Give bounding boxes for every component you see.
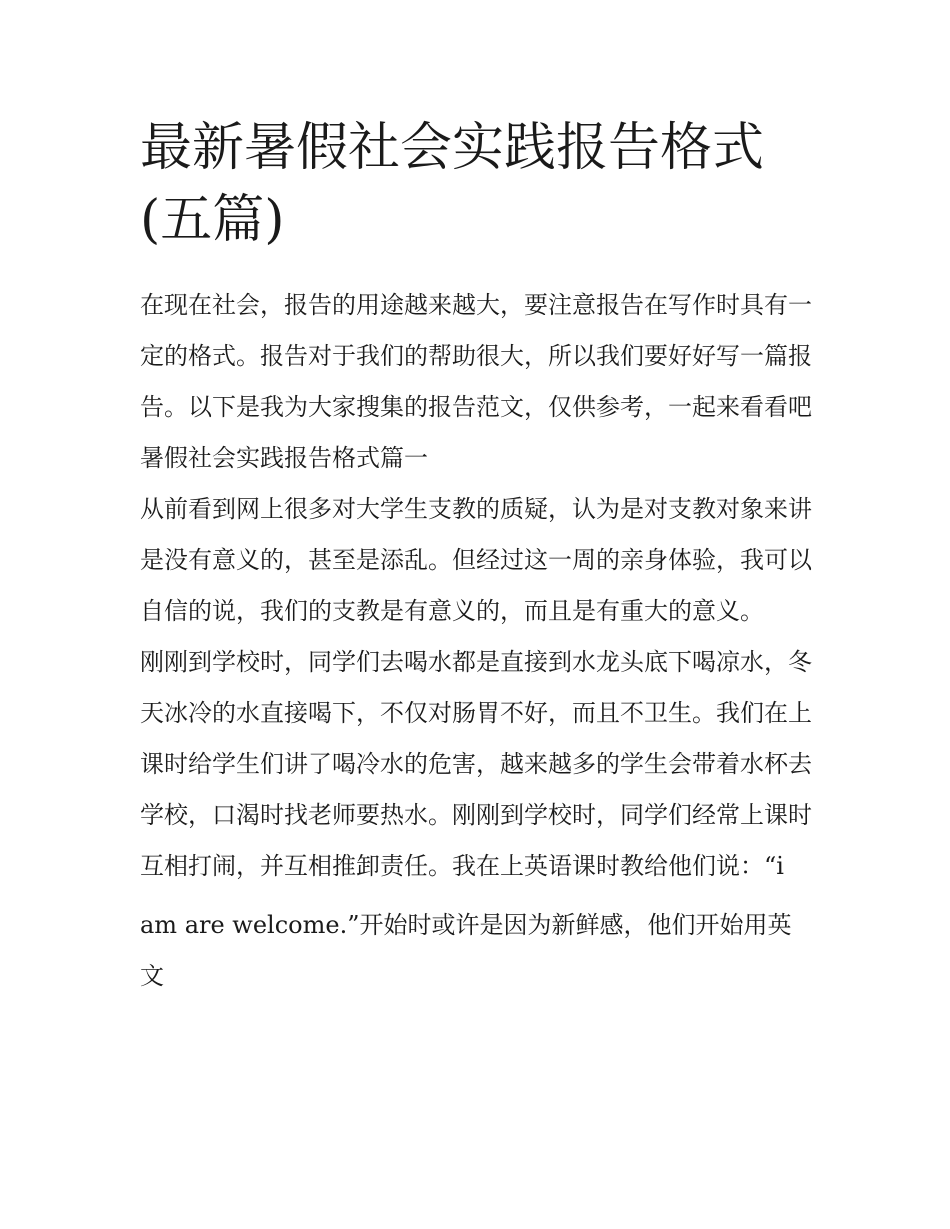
body-paragraph-1: 从前看到网上很多对大学生支教的质疑，认为是对支教对象来讲是没有意义的，甚至是添乱。但经过这一周的亲身体验，我可以自信的说，我们的支教是有意义的，而且是有重大的意义。 xyxy=(140,495,812,625)
intro-paragraph: 在现在社会，报告的用途越来越大，要注意报告在写作时具有一定的格式。报告对于我们的帮助很大，所以我们要好好写一篇报告。以下是我为大家搜集的报告范文，仅供参考，一起来看看吧 xyxy=(140,291,812,421)
document-page xyxy=(140,112,812,1002)
body-paragraph-3: am are welcome.”开始时或许是因为新鲜感，他们开始用英文 xyxy=(140,911,792,990)
document-title: 最新暑假社会实践报告格式(五篇) xyxy=(140,118,765,250)
body-paragraph-2: 刚刚到学校时，同学们去喝水都是直接到水龙头底下喝凉水，冬天冰冷的水直接喝下，不仅对肠胃不好，而且不卫生。我们在上课时给学生们讲了喝冷水的危害，越来越多的学生会带着水杯去学校，口渴时找老师要热水。刚刚到学校时，同学们经常上课时互相打闹，并互相推卸责任。我在上英语课时教给他们说：“i xyxy=(140,648,812,880)
section-heading: 暑假社会实践报告格式篇一 xyxy=(140,444,428,472)
